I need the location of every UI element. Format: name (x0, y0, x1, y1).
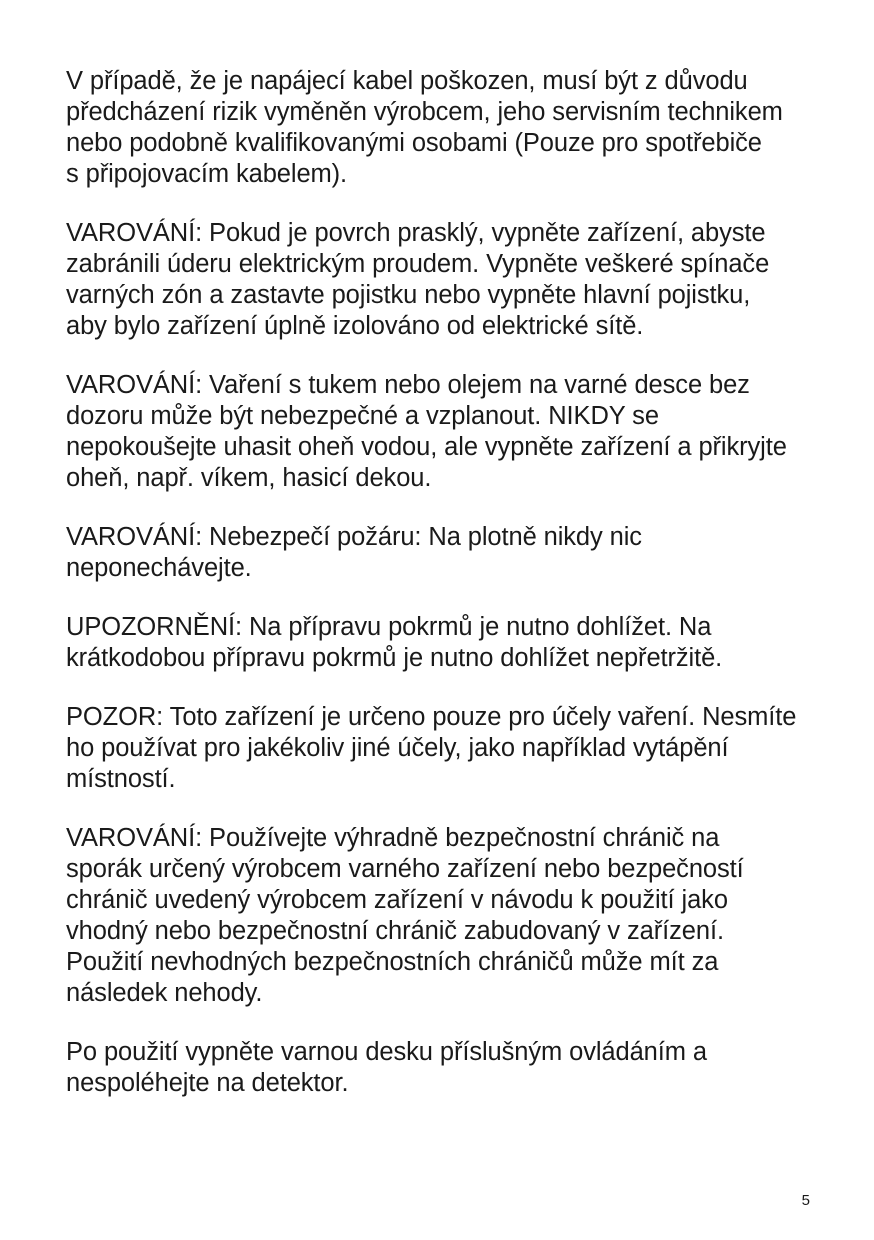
text-line: nebo podobně kvalifikovanými osobami (Pouze pro spotřebiče (66, 129, 762, 157)
text-line: zabránili úderu elektrickým proudem. Vypněte veškeré spínače (66, 250, 770, 278)
text-line: VAROVÁNÍ: Nebezpečí požáru: Na plotně nikdy nic (66, 523, 642, 551)
text-line: VAROVÁNÍ: Používejte výhradně bezpečnostní chránič na (66, 824, 720, 852)
text-line: oheň, např. víkem, hasicí dekou. (66, 464, 432, 492)
text-line: předcházení rizik vyměněn výrobcem, jeho servisním technikem (66, 98, 783, 126)
text-line: ho používat pro jakékoliv jiné účely, jako například vytápění (66, 734, 729, 762)
paragraph-warning-cracked-surface (66, 218, 826, 342)
text-line: VAROVÁNÍ: Pokud je povrch prasklý, vypněte zařízení, abyste (66, 219, 766, 247)
paragraph-caution-supervision (66, 612, 826, 674)
text-line: s připojovacím kabelem). (66, 160, 348, 188)
text-line: VAROVÁNÍ: Vaření s tukem nebo olejem na varné desce bez (66, 371, 750, 399)
text-line: krátkodobou přípravu pokrmů je nutno dohlížet nepřetržitě. (66, 644, 723, 672)
text-line: V případě, že je napájecí kabel poškozen, musí být z důvodu (66, 67, 748, 95)
document-body (66, 66, 826, 1127)
page-number: 5 (801, 1192, 810, 1209)
text-line: varných zón a zastavte pojistku nebo vypněte hlavní pojistku, (66, 281, 751, 309)
text-line: nespoléhejte na detektor. (66, 1069, 349, 1097)
text-line: Použití nevhodných bezpečnostních chráničů může mít za (66, 948, 719, 976)
text-line: UPOZORNĚNÍ: Na přípravu pokrmů je nutno dohlížet. Na (66, 613, 712, 641)
text-line: neponechávejte. (66, 554, 252, 582)
paragraph-attention-cooking-only (66, 702, 826, 795)
text-line: nepokoušejte uhasit oheň vodou, ale vypněte zařízení a přikryjte (66, 433, 787, 461)
text-line: chránič uvedený výrobcem zařízení v návodu k použití jako (66, 886, 728, 914)
text-line: místností. (66, 765, 176, 793)
text-line: sporák určený výrobcem varného zařízení nebo bezpečností (66, 855, 744, 883)
text-line: aby bylo zařízení úplně izolováno od elektrické sítě. (66, 312, 644, 340)
paragraph-warning-fire-hazard (66, 522, 826, 584)
text-line: POZOR: Toto zařízení je určeno pouze pro účely vaření. Nesmíte (66, 703, 797, 731)
paragraph-warning-fat-oil (66, 370, 826, 494)
text-line: dozoru může být nebezpečné a vzplanout. NIKDY se (66, 402, 659, 430)
paragraph-power-cable (66, 66, 826, 190)
text-line: následek nehody. (66, 979, 263, 1007)
text-line: Po použití vypněte varnou desku příslušným ovládáním a (66, 1038, 707, 1066)
paragraph-switch-off-after-use (66, 1037, 826, 1099)
text-line: vhodný nebo bezpečnostní chránič zabudovaný v zařízení. (66, 917, 724, 945)
paragraph-warning-hob-guard (66, 823, 826, 1009)
